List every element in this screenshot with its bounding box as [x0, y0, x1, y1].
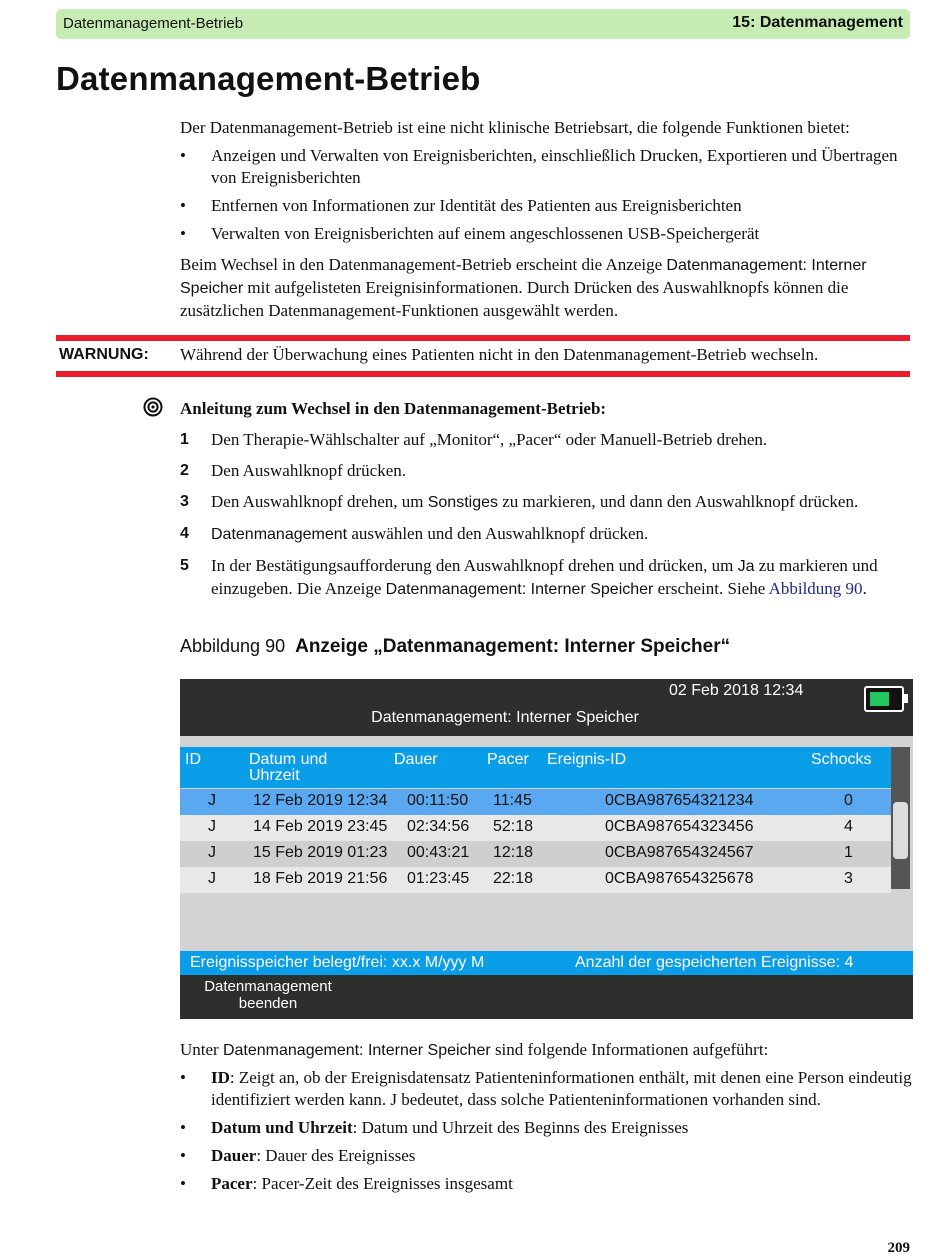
page-title: Datenmanagement-Betrieb [56, 60, 481, 97]
col-datum: Datum und Uhrzeit [249, 751, 328, 784]
intro-paragraph: Der Datenmanagement-Betrieb ist eine nicht klinische Betriebsart, die folgende Funktionen bietet: [180, 118, 850, 137]
screen-datetime: 02 Feb 2018 12:34 [669, 682, 804, 699]
screen-title: Datenmanagement: Interner Speicher [371, 709, 639, 726]
step-4: 4 Datenmanagement auswählen und den Auswahlknopf drücken. [180, 524, 649, 543]
scrollbar-thumb[interactable] [893, 802, 908, 859]
page-number: 209 [887, 1240, 910, 1256]
list-item: • Pacer: Pacer-Zeit des Ereignisses insgesamt [180, 1174, 513, 1193]
procedure-target-icon [143, 397, 163, 417]
list-item: • Anzeigen und Verwalten von Ereignisberichten, einschließlich Drucken, Exportieren und Übertragen von Ereignisberichten [180, 146, 898, 187]
mode-paragraph: Beim Wechsel in den Datenmanagement-Betrieb erscheint die Anzeige Datenmanagement: Interner Speicher mit aufgelisteten Ereignisinformationen. Durch Drücken des Auswahlknopfs können die zusätzlichen Datenmanagement-Funktionen ausgewählt werden. [180, 255, 867, 320]
warning-text: Während der Überwachung eines Patienten nicht in den Datenmanagement-Betrieb wechseln. [180, 345, 819, 364]
list-item: • Verwalten von Ereignisberichten auf einem angeschlossenen USB-Speichergerät [180, 224, 760, 243]
col-ereignis: Ereignis-ID [547, 751, 627, 768]
event-count: Anzahl der gespeicherten Ereignisse: 4 [575, 954, 854, 971]
figure-link[interactable]: Abbildung 90 [768, 579, 863, 598]
header-chapter: 15: Datenmanagement [732, 14, 903, 31]
list-item: • Datum und Uhrzeit: Datum und Uhrzeit des Beginns des Ereignisses [180, 1118, 689, 1137]
col-schocks: Schocks [811, 751, 872, 768]
col-pacer: Pacer [487, 751, 529, 768]
header-section: Datenmanagement-Betrieb [63, 15, 244, 32]
table-row[interactable]: J 12 Feb 2019 12:34 00:11:50 11:45 0CBA987654321234 0 [180, 789, 891, 815]
procedure-title: Anleitung zum Wechsel in den Datenmanagement-Betrieb: [180, 399, 607, 418]
list-item: • ID: Zeigt an, ob der Ereignisdatensatz Patienteninformationen enthält, mit denen eine Person eindeutig identifiziert werden kann. J bedeutet, dass solche Patienteninformationen vorhanden sind. [180, 1068, 912, 1109]
screen-title-bar [180, 679, 913, 736]
step-5: 5 In der Bestätigungsaufforderung den Auswahlknopf drehen und drücken, um Ja zu markieren und einzugeben. Die Anzeige Datenmanagement: Interner Speicher erscheint. Siehe Abbildung 90. [180, 556, 878, 598]
table-header [180, 747, 891, 788]
table-row[interactable]: J 14 Feb 2019 23:45 02:34:56 52:18 0CBA987654323456 4 [180, 815, 891, 841]
exit-data-management-button[interactable]: Datenmanagement beenden [204, 978, 332, 1012]
device-screen [180, 679, 913, 1019]
figure-caption: Abbildung 90 Anzeige „Datenmanagement: Interner Speicher“ [180, 636, 731, 657]
warning-box [56, 335, 910, 378]
battery-icon [864, 686, 904, 712]
screen-status-bar [180, 951, 913, 975]
list-item: • Dauer: Dauer des Ereignisses [180, 1146, 416, 1165]
scrollbar[interactable] [891, 747, 910, 889]
step-3: 3 Den Auswahlknopf drehen, um Sonstiges zu markieren, und dann den Auswahlknopf drücken. [180, 492, 859, 511]
column-description-list [180, 1067, 912, 1201]
col-dauer: Dauer [394, 751, 438, 768]
step-1: 1 Den Therapie-Wählschalter auf „Monitor“, „Pacer“ oder Manuell-Betrieb drehen. [180, 430, 768, 449]
table-row[interactable]: J 15 Feb 2019 01:23 00:43:21 12:18 0CBA987654324567 1 [180, 841, 891, 867]
memory-usage: Ereignisspeicher belegt/frei: xx.x M/yyy M [190, 954, 485, 971]
table-row[interactable]: J 18 Feb 2019 21:56 01:23:45 22:18 0CBA987654325678 3 [180, 867, 891, 893]
feature-list [180, 145, 912, 251]
col-id: ID [185, 751, 201, 768]
list-item: • Entfernen von Informationen zur Identität des Patienten aus Ereignisberichten [180, 196, 742, 215]
screen-softkey-bar [180, 975, 913, 1019]
screen-info-paragraph: Unter Datenmanagement: Interner Speicher sind folgende Informationen aufgeführt: [180, 1040, 769, 1059]
warning-label: WARNUNG: [59, 346, 149, 363]
procedure-steps [180, 429, 915, 610]
running-header [56, 9, 910, 39]
step-2: 2 Den Auswahlknopf drücken. [180, 461, 406, 480]
